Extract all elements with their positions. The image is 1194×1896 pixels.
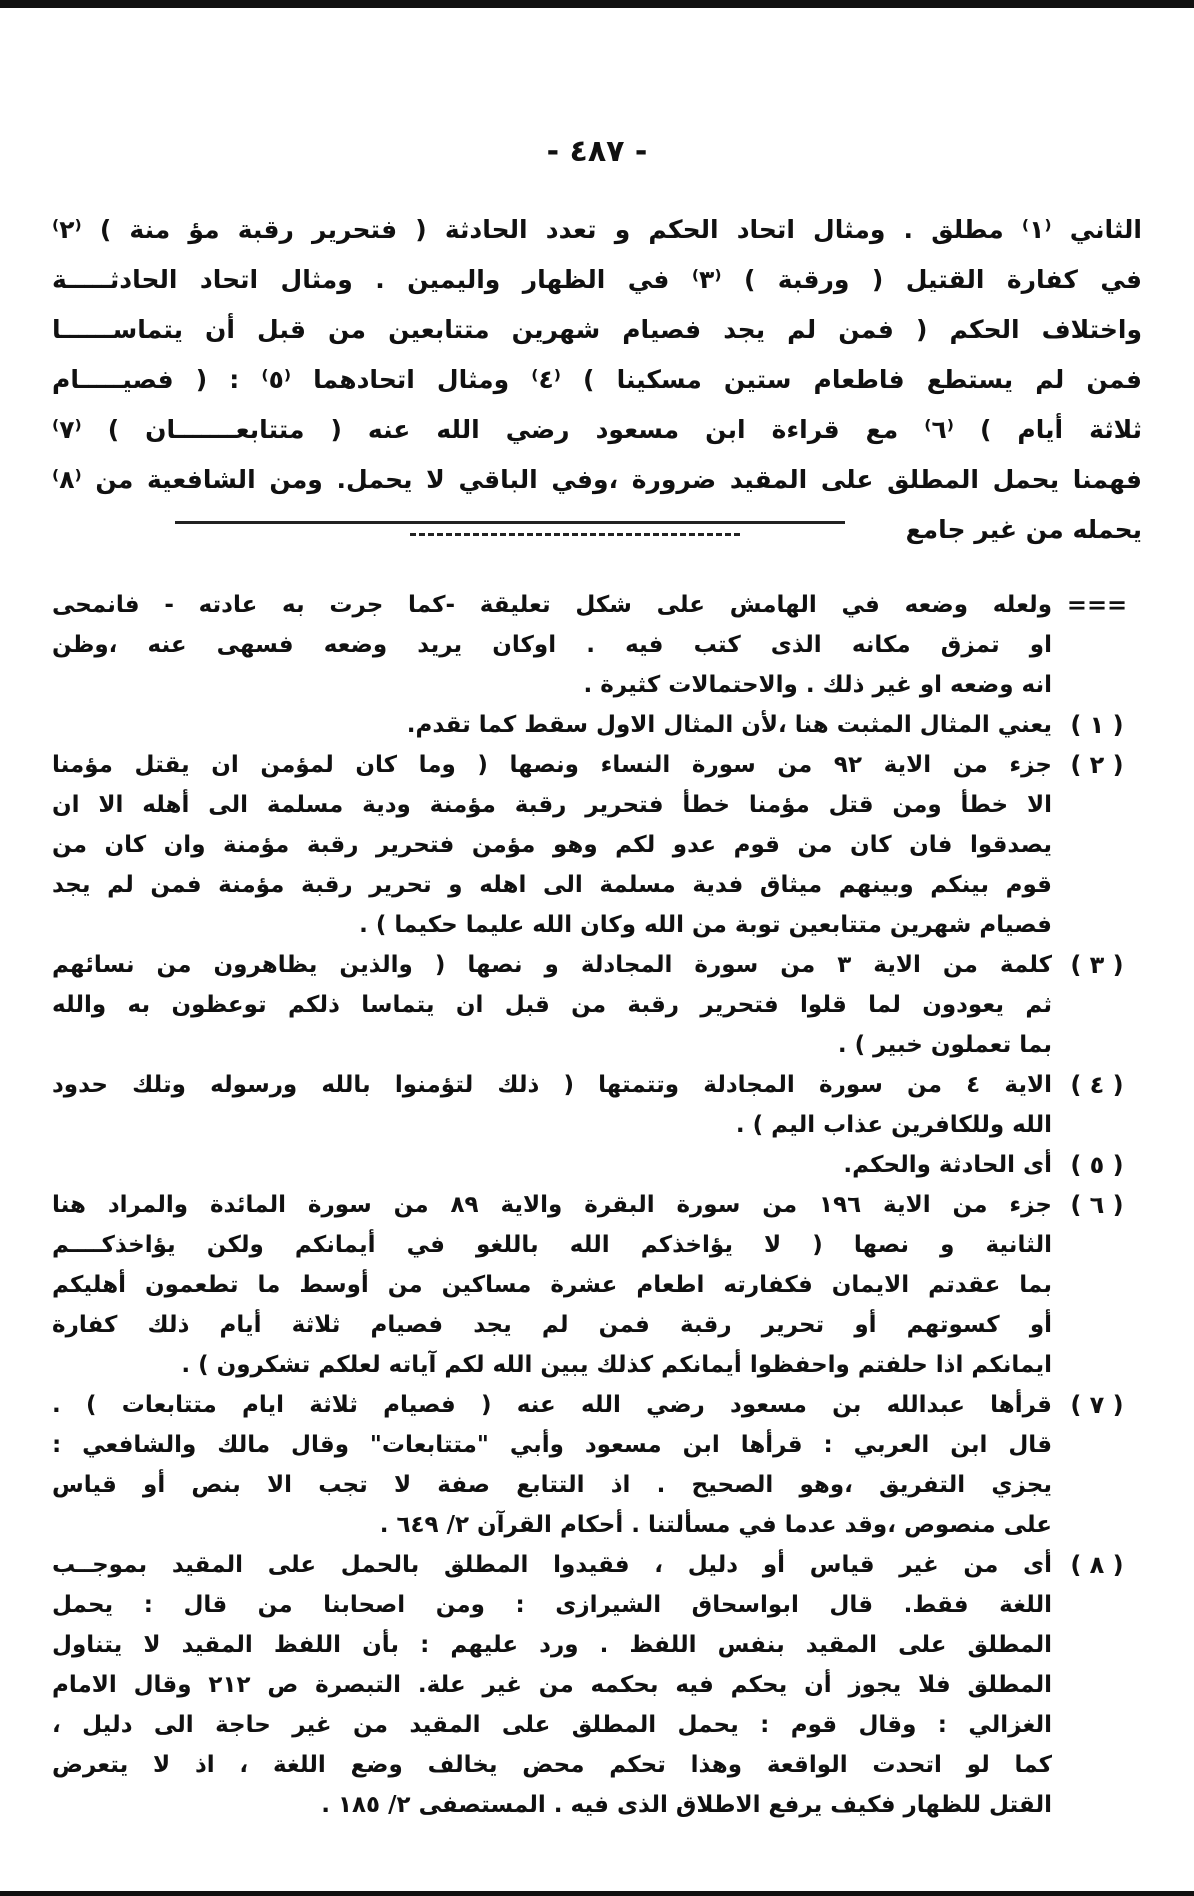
footnote-number: ( ٤ ) xyxy=(1070,1071,1124,1099)
footnote-body xyxy=(52,585,1052,705)
footnote-number: ( ٣ ) xyxy=(1070,951,1124,979)
footnote-number: ( ٨ ) xyxy=(1070,1551,1124,1579)
footnote xyxy=(52,745,1142,945)
footnote-line: قرأها عبدالله بن مسعود رضي الله عنه ( فصيام ثلاثة ايام متتابعات ) . xyxy=(52,1392,1052,1418)
footnote xyxy=(52,585,1142,705)
footnote-line: المطلق فلا يجوز أن يحكم فيه بحكمه من غير علة. التبصرة ص ٢١٢ وقال الامام xyxy=(52,1672,1052,1698)
footnotes xyxy=(52,585,1142,1825)
footnote xyxy=(52,705,1142,745)
footnote-line: الثانية و نصها ( لا يؤاخذكم الله باللغو في أيمانكم ولكن يؤاخذكــــم xyxy=(52,1232,1052,1258)
footnote-body xyxy=(52,1145,1052,1185)
footnote-line: قال ابن العربي : قرأها ابن مسعود وأبي "متتابعات" وقال مالك والشافعي : xyxy=(52,1432,1052,1458)
footnote-body xyxy=(52,1065,1052,1145)
main-text-line: الثاني ⁽١⁾ مطلق . ومثال اتحاد الحكم و تعدد الحادثة ( فتحرير رقبة مؤ منة ) ⁽٢⁾ xyxy=(52,215,1142,244)
footnote-body xyxy=(52,705,1052,745)
footnote-line: المطلق على المقيد بنفس اللفظ . ورد عليهم : بأن اللفظ المقيد لا يتناول xyxy=(52,1632,1052,1658)
footnote-line: يصدقوا فان كان من قوم عدو لكم وهو مؤمن فتحرير رقبة مؤمنة وان كان من xyxy=(52,832,1052,858)
footnote-line: قوم بينكم وبينهم ميثاق فدية مسلمة الى اهله و تحرير رقبة مؤمنة فمن لم يجد xyxy=(52,872,1052,898)
footnote xyxy=(52,945,1142,1065)
footnote-body xyxy=(52,1185,1052,1385)
footnote-number: ( ٢ ) xyxy=(1070,751,1124,779)
footnote-line: أى الحادثة والحكم. xyxy=(843,1152,1052,1178)
footnote-line: على منصوص ،وقد عدما في مسألتنا . أحكام القرآن ٢/ ٦٤٩ . xyxy=(379,1512,1052,1538)
footnote-body xyxy=(52,1385,1052,1545)
main-text xyxy=(52,205,1142,555)
footnote-line: كما لو اتحدت الواقعة وهذا تحكم محض يخالف وضع اللغة ، اذ لا يتعرض xyxy=(52,1752,1052,1778)
footnote-line: بما عقدتم الايمان فكفارته اطعام عشرة مساكين من أوسط ما تطعمون أهليكم xyxy=(52,1272,1052,1298)
footnote xyxy=(52,1185,1142,1385)
footnote-body xyxy=(52,945,1052,1065)
footnote-body xyxy=(52,745,1052,945)
main-text-line: فمن لم يستطع فاطعام ستين مسكينا ) ⁽٤⁾ ومثال اتحادهما ⁽٥⁾ : ( فصيـــــام xyxy=(52,365,1142,394)
footnote-line: الاية ٤ من سورة المجادلة وتتمتها ( ذلك لتؤمنوا بالله ورسوله وتلك حدود xyxy=(52,1072,1052,1098)
footnote-number: ( ٦ ) xyxy=(1070,1191,1124,1219)
footnote-line: الغزالي : وقال قوم : يحمل المطلق على المقيد من غير حاجة الى دليل ، xyxy=(52,1712,1052,1738)
main-text-line: في كفارة القتيل ( ورقبة ) ⁽٣⁾ في الظهار واليمين . ومثال اتحاد الحادثـــــة xyxy=(52,265,1142,294)
footnote-line: جزء من الاية ١٩٦ من سورة البقرة والاية ٨٩ من سورة المائدة والمراد هنا xyxy=(52,1192,1052,1218)
footnote-line: ولعله وضعه في الهامش على شكل تعليقة -كما جرت به عادته - فانمحى xyxy=(52,592,1052,618)
footnote-line: فصيام شهرين متتابعين توبة من الله وكان الله عليما حكيما ) . xyxy=(359,912,1052,938)
footnote-line: ايمانكم اذا حلفتم واحفظوا أيمانكم كذلك يبين الله لكم آياته لعلكم تشكرون ) . xyxy=(181,1352,1052,1378)
footnote-line: الا خطأ ومن قتل مؤمنا خطأ فتحرير رقبة مؤمنة ودية مسلمة الى أهله الا ان xyxy=(52,792,1052,818)
footnote-separator xyxy=(410,533,740,536)
footnote-number: === xyxy=(1066,591,1128,619)
footnote-line: جزء من الاية ٩٢ من سورة النساء ونصها ( وما كان لمؤمن ان يقتل مؤمنا xyxy=(52,752,1052,778)
footnote-line: او تمزق مكانه الذى كتب فيه . اوكان يريد وضعه فسهى عنه ،وظن xyxy=(52,632,1052,658)
footnote-line: ثم يعودون لما قلوا فتحرير رقبة من قبل ان يتماسا ذلكم توعظون به والله xyxy=(52,992,1052,1018)
main-text-line: ثلاثة أيام ) ⁽٦⁾ مع قراءة ابن مسعود رضي الله عنه ( متتابعـــــــان ) ⁽٧⁾ xyxy=(52,415,1142,444)
footnote-line: اللغة فقط. قال ابواسحاق الشيرازى : ومن اصحابنا من قال : يحمل xyxy=(52,1592,1052,1618)
footnote xyxy=(52,1145,1142,1185)
footnote-number: ( ١ ) xyxy=(1070,711,1124,739)
footnote-line: يعني المثال المثبت هنا ،لأن المثال الاول سقط كما تقدم. xyxy=(406,712,1052,738)
page-number: - ٤٨٧ - xyxy=(546,134,648,169)
main-text-underline xyxy=(175,521,845,524)
main-text-line: يحمله من غير جامع xyxy=(905,515,1142,544)
footnote-line: بما تعملون خبير ) . xyxy=(837,1032,1052,1058)
footnote-line: الله وللكافرين عذاب اليم ) . xyxy=(735,1112,1052,1138)
footnote-line: أى من غير قياس أو دليل ، فقيدوا المطلق بالحمل على المقيد بموجــب xyxy=(52,1552,1052,1578)
footnote-line: كلمة من الاية ٣ من سورة المجادلة و نصها ( والذين يظاهرون من نسائهم xyxy=(52,952,1052,978)
footnote-number: ( ٥ ) xyxy=(1070,1151,1124,1179)
footnote-number: ( ٧ ) xyxy=(1070,1391,1124,1419)
main-text-line: فهمنا يحمل المطلق على المقيد ضرورة ،وفي الباقي لا يحمل. ومن الشافعية من ⁽٨⁾ xyxy=(52,465,1142,494)
footnote xyxy=(52,1385,1142,1545)
footnote-body xyxy=(52,1545,1052,1825)
footnote-line: أو كسوتهم أو تحرير رقبة فمن لم يجد فصيام ثلاثة أيام ذلك كفارة xyxy=(52,1312,1052,1338)
footnote-line: القتل للظهار فكيف يرفع الاطلاق الذى فيه . المستصفى ٢/ ١٨٥ . xyxy=(321,1792,1052,1818)
footnote xyxy=(52,1065,1142,1145)
main-text-line: واختلاف الحكم ( فمن لم يجد فصيام شهرين متتابعين من قبل أن يتماســــــا xyxy=(52,315,1142,344)
footnote-line: يجزي التفريق ،وهو الصحيح . اذ التتابع صفة لا تجب الا بنص أو قياس xyxy=(52,1472,1052,1498)
bottom-border xyxy=(0,1891,1194,1896)
footnote xyxy=(52,1545,1142,1825)
footnote-line: انه وضعه او غير ذلك . والاحتمالات كثيرة . xyxy=(583,672,1052,698)
